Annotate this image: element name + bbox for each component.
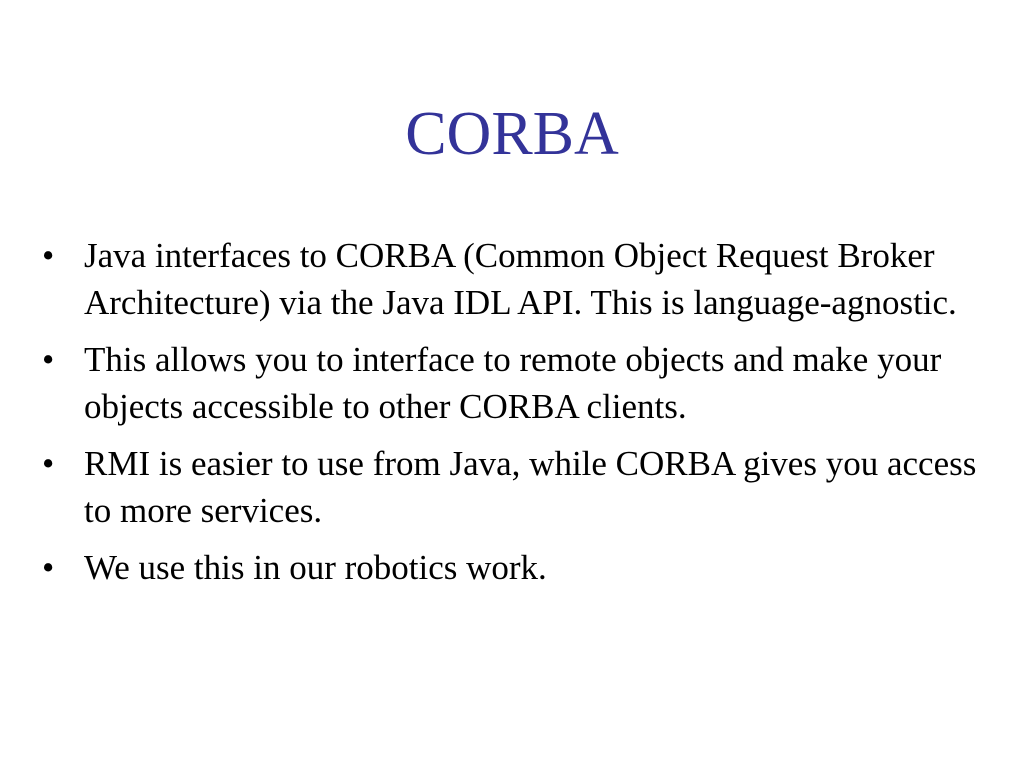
bullet-text: Java interfaces to CORBA (Common Object Request Broker Architecture) via the Java IDL API. This is language-agnostic. [84, 236, 957, 322]
slide-title: CORBA [405, 100, 619, 168]
bullet-item [40, 440, 1000, 534]
bullet-list [40, 232, 1000, 601]
bullet-marker: • [42, 340, 55, 379]
bullet-item [40, 232, 1000, 326]
bullet-text: This allows you to interface to remote objects and make your objects accessible to other CORBA clients. [84, 340, 942, 426]
bullet-text: RMI is easier to use from Java, while CORBA gives you access to more services. [84, 444, 977, 530]
bullet-marker: • [42, 236, 55, 275]
bullet-text: We use this in our robotics work. [84, 548, 547, 587]
bullet-item [40, 336, 1000, 430]
bullet-marker: • [42, 444, 55, 483]
bullet-marker: • [42, 548, 55, 587]
bullet-item [40, 544, 1000, 591]
